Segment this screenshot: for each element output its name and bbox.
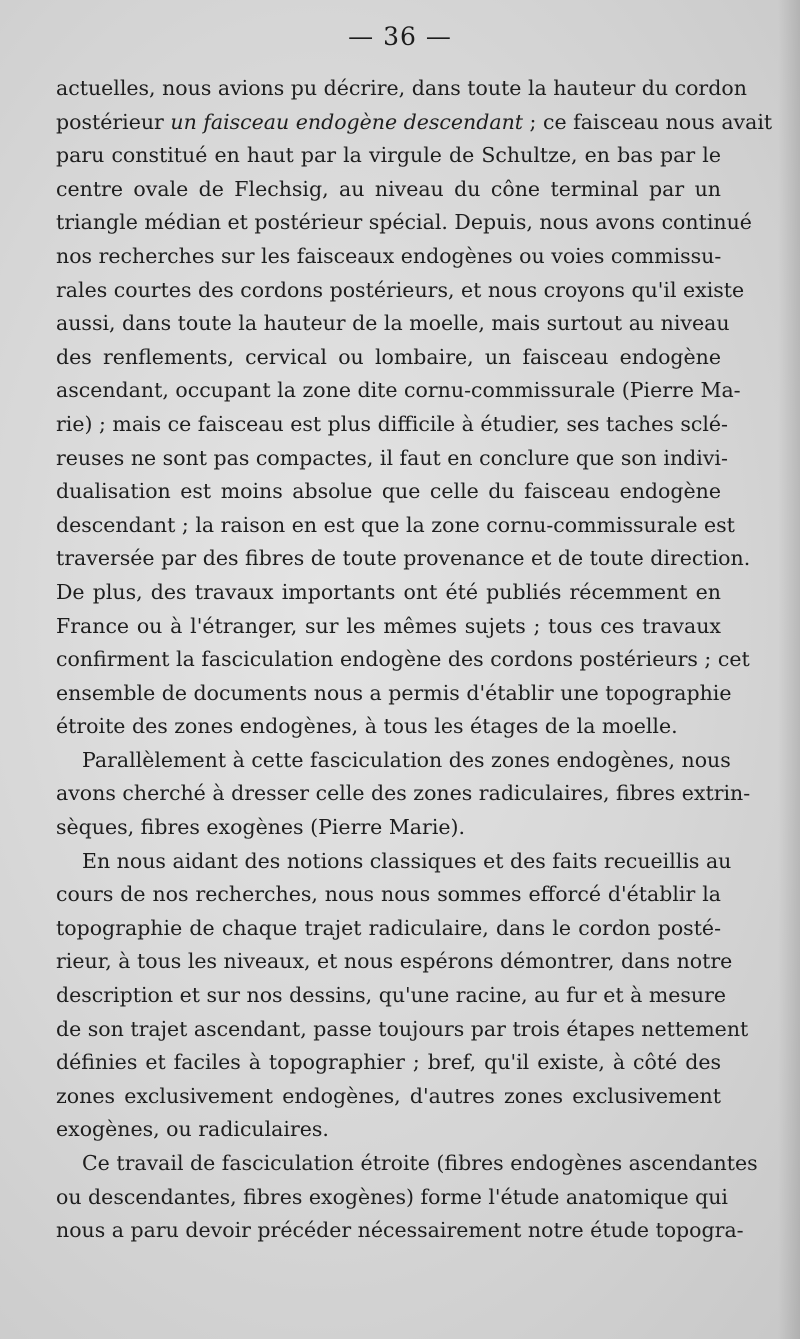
text-line: exogènes, ou radiculaires. (56, 1117, 329, 1142)
text-line: sèques, fibres exogènes (Pierre Marie). (56, 815, 466, 840)
text-line: Parallèlement à cette fasciculation des zones endogènes, nous (82, 747, 731, 772)
page-number: — 36 — (348, 22, 452, 51)
text-line: actuelles, nous avions pu décrire, dans toute la hauteur du cordon (56, 76, 747, 100)
text-line: topographie de chaque trajet radiculaire, dans le cordon posté- (56, 915, 721, 940)
text-line: avons cherché à dresser celle des zones radiculaires, fibres extrin- (56, 781, 751, 806)
text-line: rie) ; mais ce faisceau est plus difficile à étudier, ses taches sclé- (56, 411, 728, 436)
text-line: centre ovale de Flechsig, au niveau du cône terminal par un (56, 176, 721, 201)
body-text (56, 72, 773, 1248)
text-line: étroite des zones endogènes, à tous les étages de la moelle. (56, 714, 678, 739)
text-line: cours de nos recherches, nous nous sommes efforcé d'établir la (56, 882, 721, 907)
text-line (56, 106, 773, 140)
text-line: des renflements, cervical ou lombaire, un faisceau endogène (56, 344, 721, 369)
text-line: zones exclusivement endogènes, d'autres zones exclusivement (56, 1083, 721, 1108)
text-line: traversée par des fibres de toute provenance et de toute direction. (56, 546, 751, 571)
text-line: descendant ; la raison en est que la zone cornu-commissurale est (56, 512, 735, 537)
text-line: France ou à l'étranger, sur les mêmes sujets ; tous ces travaux (56, 613, 721, 638)
text-line: nous a paru devoir précéder nécessairement notre étude topogra- (56, 1218, 744, 1243)
text-line: confirment la fasciculation endogène des cordons postérieurs ; cet (56, 647, 750, 672)
text-line: ascendant, occupant la zone dite cornu-commissurale (Pierre Ma- (56, 378, 741, 403)
text-line: Ce travail de fasciculation étroite (fibres endogènes ascendantes (82, 1151, 758, 1175)
text-segment: postérieur (56, 109, 171, 134)
text-line: reuses ne sont pas compactes, il faut en conclure que son indivi- (56, 445, 728, 470)
text-line: dualisation est moins absolue que celle du faisceau endogène (56, 479, 721, 504)
text-line: paru constitué en haut par la virgule de Schultze, en bas par le (56, 143, 721, 168)
italic-phrase: un faisceau endogène descendant (170, 109, 524, 134)
text-line: définies et faciles à topographier ; bref, qu'il existe, à côté des (56, 1050, 721, 1075)
text-line: aussi, dans toute la hauteur de la moelle, mais surtout au niveau (56, 311, 730, 336)
text-line: De plus, des travaux importants ont été publiés récemment en (56, 579, 721, 604)
text-line: rieur, à tous les niveaux, et nous espérons démontrer, dans notre (56, 949, 733, 974)
text-line: En nous aidant des notions classiques et des faits recueillis au (82, 848, 732, 873)
text-line: de son trajet ascendant, passe toujours par trois étapes nettement (56, 1016, 749, 1041)
text-line: ou descendantes, fibres exogènes) forme l'étude anatomique qui (56, 1184, 728, 1209)
text-line: nos recherches sur les faisceaux endogènes ou voies commissu- (56, 243, 722, 268)
text-segment: ; ce faisceau nous avait (523, 109, 773, 134)
text-line: ensemble de documents nous a permis d'établir une topographie (56, 680, 732, 705)
text-line: rales courtes des cordons postérieurs, et nous croyons qu'il existe (56, 277, 745, 302)
text-line: description et sur nos dessins, qu'une racine, au fur et à mesure (56, 983, 727, 1008)
text-line: triangle médian et postérieur spécial. Depuis, nous avons continué (56, 210, 752, 235)
